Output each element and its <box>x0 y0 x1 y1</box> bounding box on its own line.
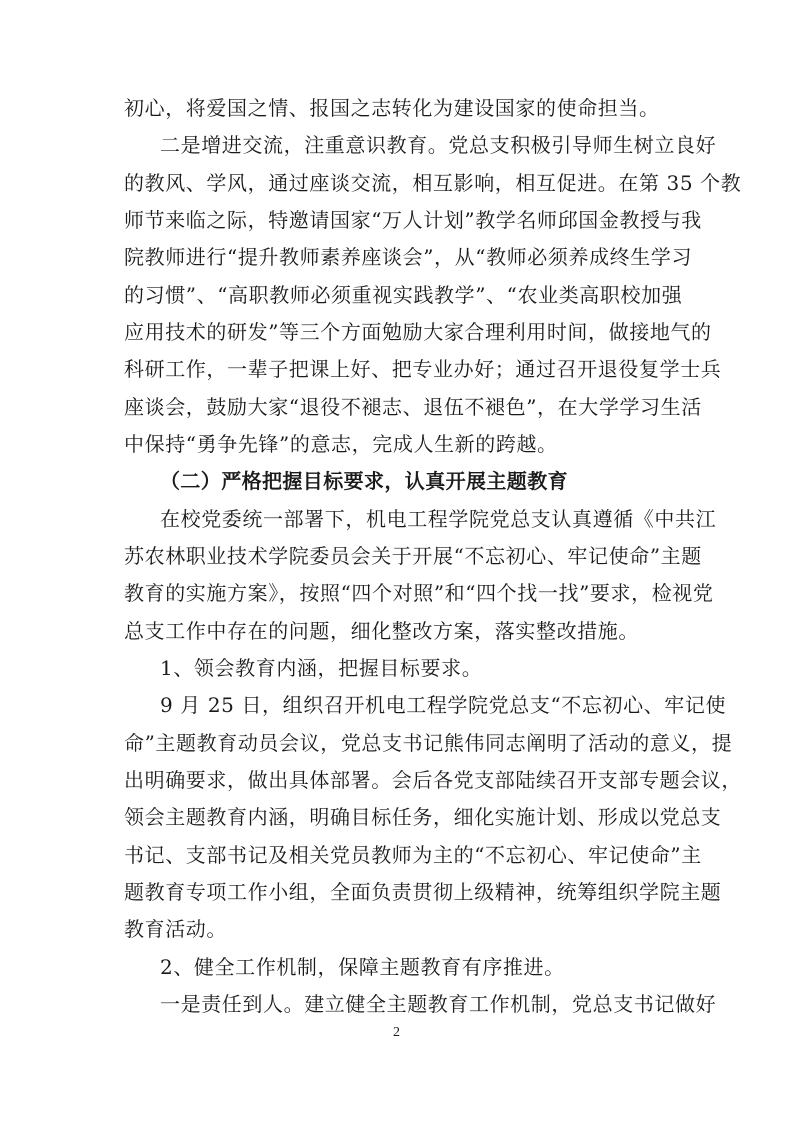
body-line: 初心，将爱国之情、报国之志转化为建设国家的使命担当。 <box>124 96 660 120</box>
body-line: 的习惯”、“高职教师必须重视实践教学”、“农业类高职校加强 <box>124 282 683 307</box>
body-line: 苏农林职业技术学院委员会关于开展“不忘初心、牢记使命”主题 <box>124 544 702 568</box>
body-line: 师节来临之际，特邀请国家“万人计划”教学名师邱国金教授与我 <box>124 208 702 232</box>
subheading: 2、健全工作机制，保障主题教育有序推进。 <box>160 954 565 979</box>
body-line: 一是责任到人。建立健全主题教育工作机制，党总支书记做好 <box>160 992 717 1016</box>
body-line: 题教育专项工作小组，全面负责贯彻上级精神，统筹组织学院主题 <box>124 880 722 904</box>
body-line: 应用技术的研发”等三个方面勉励大家合理利用时间，做接地气的 <box>124 320 712 344</box>
body-line: 命”主题教育动员会议，党总支书记熊伟同志阐明了活动的意义，提 <box>124 730 733 755</box>
body-line: 的教风、学风，通过座谈交流，相互影响，相互促进。在第 35 个教 <box>124 170 742 195</box>
section-heading: （二）严格把握目标要求，认真开展主题教育 <box>160 469 568 494</box>
body-line: 出明确要求，做出具体部署。会后各党支部陆续召开支部专题会议， <box>124 768 742 792</box>
body-line: 院教师进行“提升教师素养座谈会”，从“教师必须养成终生学习 <box>124 245 693 270</box>
body-line: 座谈会，鼓励大家“退役不褪志、退伍不褪色”，在大学学习生活 <box>124 394 702 419</box>
body-line: 教育活动。 <box>124 917 227 942</box>
body-line: 在校党委统一部署下，机电工程学院党总支认真遵循《中共江 <box>160 506 717 531</box>
page-number: 2 <box>393 1025 400 1040</box>
body-line: 教育的实施方案》，按照“四个对照”和“四个找一找”要求，检视党 <box>124 581 714 606</box>
body-line: 领会主题教育内涵，明确目标任务，细化实施计划、形成以党总支 <box>124 805 722 830</box>
body-line: 总支工作中存在的问题，细化整改方案，落实整改措施。 <box>124 618 639 643</box>
body-line: 9 月 25 日，组织召开机电工程学院党总支“不忘初心、牢记使 <box>160 693 727 718</box>
body-line: 科研工作，一辈子把课上好、把专业办好；通过召开退役复学士兵 <box>124 357 722 382</box>
body-line: 二是增进交流，注重意识教育。党总支积极引导师生树立良好 <box>160 133 717 158</box>
subheading: 1、领会教育内涵，把握目标要求。 <box>160 656 483 680</box>
body-line: 书记、支部书记及相关党员教师为主的“不忘初心、牢记使命”主 <box>124 842 702 867</box>
body-line: 中保持“勇争先锋”的意志，完成人生新的跨越。 <box>124 432 558 456</box>
